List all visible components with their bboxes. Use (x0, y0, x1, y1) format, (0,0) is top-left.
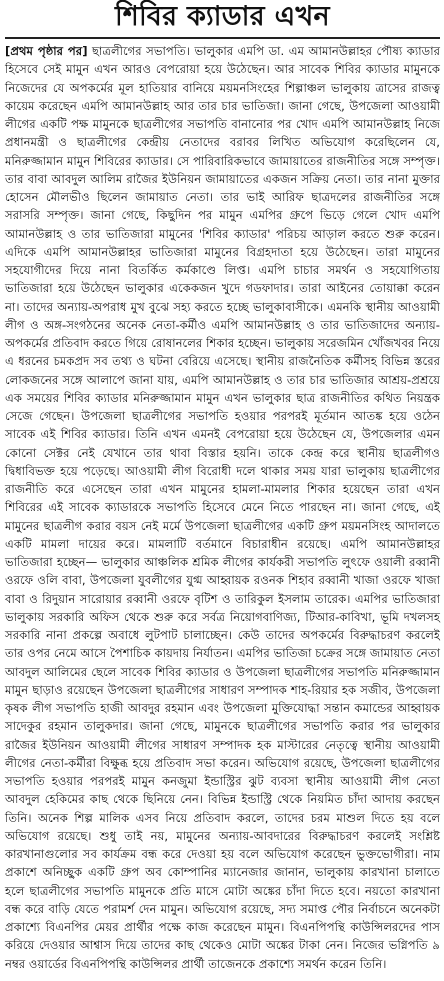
article-body (5, 42, 440, 973)
headline: শিবির ক্যাডার এখন (115, 1, 330, 32)
continuation-marker: [প্রথম পৃষ্ঠার পর] (5, 44, 88, 58)
article-text: ছাত্রলীগের সভাপতি। ভালুকার এমপি ডা. এম আমানউল্লাহর পৌষ্য ক্যাডার হিসেবে সেই মামুন এখন আরও বেপরোয়া হয়ে উঠেছেন। আর সাবেক শিবির ক্যাডার মামুনকে নিজেদের যে অপকর্মের মূল হাতিয়ার বানিয়ে ময়মনসিংহের শিল্পাঞ্চল ভালুকায় ত্রাসের রাজত্ব কায়েম করেছেন এমপি আমানউল্লাহ আর তার চার ভাতিজা। জানা গেছে, উপজেলা আওয়ামী লীগের একটি পক্ষ মামুনকে ছাত্রলীগের সভাপতি বানানোর পর খোদ এমপি আমানউল্লাহ নিজে প্রধানমন্ত্রী ও ছাত্রলীগের কেন্দ্রীয় নেতাদের বরাবর লিখিত অভিযোগ করেছিলেন যে, মনিরুজ্জামান মামুন শিবিরের ক্যাডার। সে পারিবারিকভাবে জামায়াতের রাজনীতির সঙ্গে সম্পৃক্ত। তার বাবা আবদুল আলিম রাজৈর ইউনিয়ন জামায়াতের একজন সক্রিয় নেতা। তার নানা মুক্তার হোসেন মৌলভীও ছিলেন জামায়াত নেতা। তার ভাই আরিফ ছাত্রদলের রাজনীতির সঙ্গে সরাসরি সম্পৃক্ত। জানা গেছে, কিছুদিন পর মামুন এমপির গ্রুপে ভিড়ে গেলে খোদ এমপি আমানউল্লাহ ও তার ভাতিজারা মামুনের 'শিবির ক্যাডার' পরিচয় আড়াল করতে শুরু করেন। এদিকে এমপি আমানউল্লাহর ভাতিজারা মামুনের বিগ্রহদাতা হয়ে উঠেছেন। তারা মামুনের সহযোগীদের দিয়ে নানা বিতর্কিত কর্মকাণ্ডে লিপ্ত। এমপি চাচার সমর্থন ও সহযোগিতায় ভাতিজারা হয়ে উঠেছেন ভালুকার একেকজন খুদে গডফাদার। তারা আইনের তোয়াক্কা করেন না। তাদের অন্যায়-অপরাধ মুখ বুঝে সহ্য করতে হচ্ছে ভালুকাবাসীকে। এমনকি স্থানীয় আওয়ামী লীগ ও অঙ্গ-সংগঠনের অনেক নেতা-কর্মীও এমপি আমানউল্লাহ ও তার ভাতিজাদের অন্যায়-অপকর্মের প্রতিবাদ করতে গিয়ে রোষানলের শিকার হচ্ছেন। ভালুকায় সরেজমিন খোঁজখবর নিয়ে এ ধরনের চমকপ্রদ সব তথ্য ও ঘটনা বেরিয়ে এসেছে। স্থানীয় রাজনৈতিক কর্মীসহ বিভিন্ন স্তরের লোকজনের সঙ্গে আলাপে জানা যায়, এমপি আমানউল্লাহ ও তার চার ভাতিজার আশ্রয়-প্রশ্রয়ে এক সময়ের শিবির ক্যাডার মনিরুজ্জামান মামুন এখন ভালুকার ছাত্র রাজনীতির কথিত নিয়ন্ত্রক সেজে গেছেন। উপজেলা ছাত্রলীগের সভাপতি হওয়ার পরপরই মূর্তমান আতঙ্ক হয়ে ওঠেন সাবেক এই শিবির ক্যাডার। তিনি এখন এমনই বেপরোয়া হয়ে উঠেছেন যে, উপজেলার এমন কোনো সেক্টর নেই যেখানে তার থাবা বিস্তার হয়নি। তাকে কেন্দ্র করে স্থানীয় ছাত্রলীগও দ্বিধাবিভক্ত হয়ে পড়েছে। আওয়ামী লীগ বিরোধী দলে থাকার সময় যারা ভালুকায় ছাত্রলীগের রাজনীতি করে এসেছেন তারা এখন মামুনের হামলা-মামলার শিকার হয়েছেন তারা এখন শিবিরের এই সাবেক ক্যাডারকে সভাপতি হিসেবে মেনে নিতে পারছেন না। জানা গেছে, এই মামুনের ছাত্রলীগ করার বয়স নেই মর্মে উপজেলা ছাত্রলীগের একটি গ্রুপ ময়মনসিংহ আদালতে একটি মামলা দায়ের করে। মামলাটি বর্তমানে বিচারাধীন রয়েছে। এমপি আমানউল্লাহর ভাতিজারা হচ্ছেন— ভালুকার আঞ্চলিক শ্রমিক লীগের কার্যকরী সভাপতি লুৎফে ওয়ালী রব্বানী ওরফে ওলি বাবা, উপজেলা যুবলীগের যুগ্ম আহ্বায়ক রওনক শিহাব রব্বানী খাজা ওরফে খাজা বাবা ও রিদুয়ান সারোয়ার রব্বানী ওরফে বৃটিশ ও তারিকুল ইসলাম তারেক। এমপির ভাতিজারা ভালুকায় সরকারি অফিস থেকে শুরু করে সর্বত্র নিয়োগবাণিজ্য, টিআর-কাবিখা, ভূমি দখলসহ সরকারি নানা প্রকল্পে অবাধে লুটপাট চালাচ্ছেন। কেউ তাদের অপকর্মের বিরুদ্ধাচরণ করলেই তার ওপর নেমে আসে পৈশাচিক কায়দায় নির্যাতন। এমপির ভাতিজা চক্রের সঙ্গে জামায়াত নেতা আবদুল আলিমের ছেলে সাবেক শিবির ক্যাডার ও উপজেলা ছাত্রলীগের সভাপতি মনিরুজ্জামান মামুন ছাড়াও রয়েছেন উপজেলা ছাত্রলীগের সাধারণ সম্পাদক শাহ-রিয়ার হক সজীব, উপজেলা কৃষক লীগ সভাপতি হাজী আবদুর রহমান এবং উপজেলা মুক্তিযোদ্ধা সন্তান কমান্ডের আহ্বায়ক সাদেকুর রহমান তালুকদার। জানা গেছে, মামুনকে ছাত্রলীগের সভাপতি করার পর ভালুকার রাজৈর ইউনিয়ন আওয়ামী লীগের সাধারণ সম্পাদক হক মাস্টারের নেতৃত্বে স্থানীয় আওয়ামী লীগের নেতা-কর্মীরা বিক্ষুব্ধ হয়ে প্রতিবাদ সভা করেন। অভিযোগ রয়েছে, উপজেলা ছাত্রলীগের সভাপতি হওয়ার পরপরই মামুন কনজুমা ইন্ডাস্ট্রির ঝুট ব্যবসা স্থানীয় আওয়ামী লীগ নেতা আবদুল হেকিমের কাছ থেকে ছিনিয়ে নেন। বিভিন্ন ইন্ডাস্ট্রি থেকে নিয়মিত চাঁদা আদায় করছেন তিনি। অনেক শিল্প মালিক এসব নিয়ে প্রতিবাদ করলে, তাদের চরম মাশুল দিতে হয় বলে অভিযোগ রয়েছে। শুধু তাই নয়, মামুনের অন্যায়-আবদারের বিরুদ্ধাচরণ করলেই সংশ্লিষ্ট কারখানাগুলোর সব কার্যক্রম বন্ধ করে দেওয়া হয় বলে অভিযোগ করেছেন ভুক্তভোগীরা। নাম প্রকাশে অনিচ্ছুক একটি গ্রুপ অব কোম্পানির ম্যানেজার জানান, ভালুকায় কারখানা চালাতে হলে ছাত্রলীগের সভাপতি মামুনকে প্রতি মাসে মোটা অঙ্কের চাঁদা দিতে হবে। নয়তো কারখানা বন্ধ করে বাড়ি যেতে পরামর্শ দেন মামুন। অভিযোগ রয়েছে, সদ্য সমাপ্ত পৌর নির্বাচনে অনেকটা প্রকাশ্যে বিএনপির মেয়র প্রার্থীর পক্ষে কাজ করেছেন মামুন। বিএনপিপন্থি কাউন্সিলরদের পাস করিয়ে দেওয়ার আশ্বাস দিয়ে তাদের কাছ থেকেও মোটা অঙ্কের টাকা নেন। নিজের ভগ্নিপতি ৯ নম্বর ওয়ার্ডের বিএনপিপন্থি কাউন্সিলর প্রার্থী তাজেনকে প্রকাশ্যে সমর্থন করেন তিনি। (5, 44, 440, 971)
headline-divider (5, 37, 440, 39)
